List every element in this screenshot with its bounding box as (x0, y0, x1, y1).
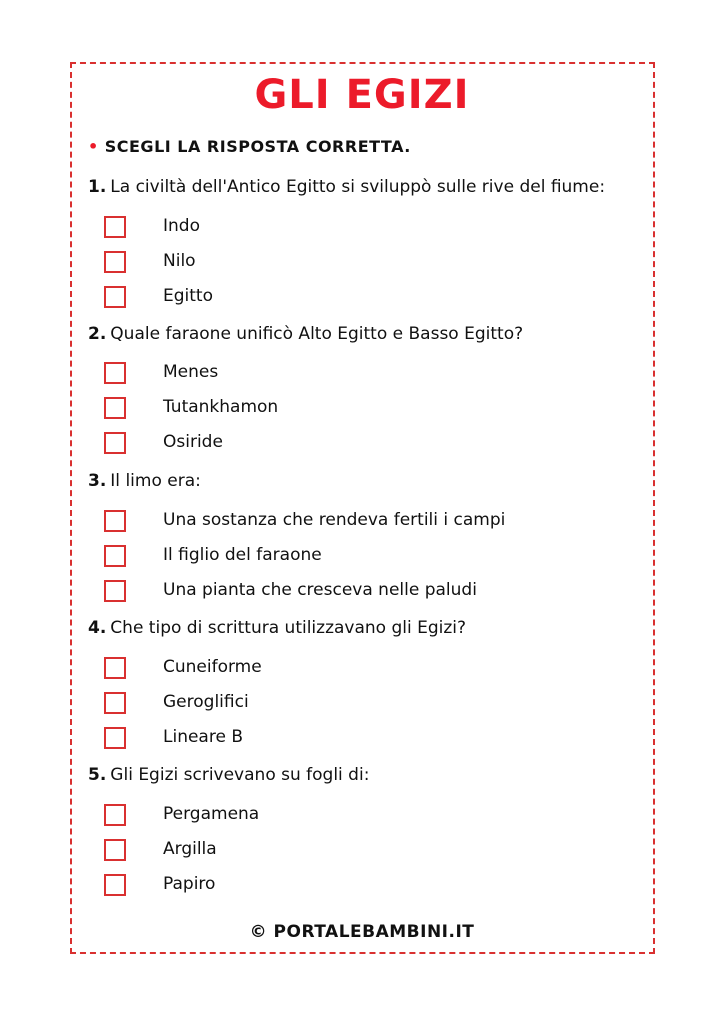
question-number: 2. (88, 324, 107, 344)
instruction-text: SCEGLI LA RISPOSTA CORRETTA. (104, 137, 411, 156)
instruction (88, 137, 411, 156)
option-label: Menes (163, 362, 219, 382)
option-1-3[interactable] (104, 284, 213, 310)
question-number: 4. (88, 618, 107, 638)
option-4-1[interactable] (104, 655, 262, 681)
option-label: Egitto (163, 286, 213, 306)
option-label: Una pianta che cresceva nelle paludi (163, 580, 477, 600)
question-number: 5. (88, 765, 107, 785)
option-4-2[interactable] (104, 690, 249, 716)
option-1-2[interactable] (104, 249, 196, 275)
question-4 (88, 618, 466, 638)
answer-checkbox[interactable] (104, 580, 126, 602)
answer-checkbox[interactable] (104, 804, 126, 826)
question-text: La civiltà dell'Antico Egitto si sviluppò sulle rive del fiume: (110, 177, 606, 197)
bullet-icon: • (88, 137, 99, 156)
answer-checkbox[interactable] (104, 432, 126, 454)
answer-checkbox[interactable] (104, 692, 126, 714)
option-label: Geroglifici (163, 692, 249, 712)
answer-checkbox[interactable] (104, 545, 126, 567)
option-5-3[interactable] (104, 872, 216, 898)
option-5-1[interactable] (104, 802, 260, 828)
copyright-footer: © PORTALEBAMBINI.IT (249, 922, 475, 942)
option-label: Una sostanza che rendeva fertili i campi (163, 510, 506, 530)
option-3-3[interactable] (104, 578, 477, 604)
question-3 (88, 471, 201, 491)
option-label: Papiro (163, 874, 216, 894)
page-title: GLI EGIZI (254, 72, 470, 118)
option-5-2[interactable] (104, 837, 217, 863)
question-5 (88, 765, 369, 785)
answer-checkbox[interactable] (104, 510, 126, 532)
answer-checkbox[interactable] (104, 874, 126, 896)
answer-checkbox[interactable] (104, 216, 126, 238)
question-number: 3. (88, 471, 107, 491)
option-3-2[interactable] (104, 543, 322, 569)
question-text: Gli Egizi scrivevano su fogli di: (110, 765, 370, 785)
option-2-3[interactable] (104, 430, 223, 456)
question-1 (88, 177, 605, 197)
option-label: Tutankhamon (163, 397, 279, 417)
option-label: Argilla (163, 839, 217, 859)
question-2 (88, 324, 523, 344)
answer-checkbox[interactable] (104, 251, 126, 273)
option-4-3[interactable] (104, 725, 243, 751)
answer-checkbox[interactable] (104, 397, 126, 419)
answer-checkbox[interactable] (104, 362, 126, 384)
option-label: Osiride (163, 432, 223, 452)
option-2-2[interactable] (104, 395, 279, 421)
option-1-1[interactable] (104, 214, 200, 240)
question-text: Che tipo di scrittura utilizzavano gli Egizi? (110, 618, 467, 638)
question-text: Il limo era: (110, 471, 201, 491)
option-label: Lineare B (163, 727, 243, 747)
option-3-1[interactable] (104, 508, 506, 534)
option-2-1[interactable] (104, 360, 219, 386)
answer-checkbox[interactable] (104, 727, 126, 749)
answer-checkbox[interactable] (104, 839, 126, 861)
question-number: 1. (88, 177, 107, 197)
answer-checkbox[interactable] (104, 657, 126, 679)
answer-checkbox[interactable] (104, 286, 126, 308)
option-label: Nilo (163, 251, 196, 271)
option-label: Cuneiforme (163, 657, 262, 677)
option-label: Pergamena (163, 804, 260, 824)
option-label: Il figlio del faraone (163, 545, 322, 565)
option-label: Indo (163, 216, 200, 236)
question-text: Quale faraone unificò Alto Egitto e Basso Egitto? (110, 324, 524, 344)
